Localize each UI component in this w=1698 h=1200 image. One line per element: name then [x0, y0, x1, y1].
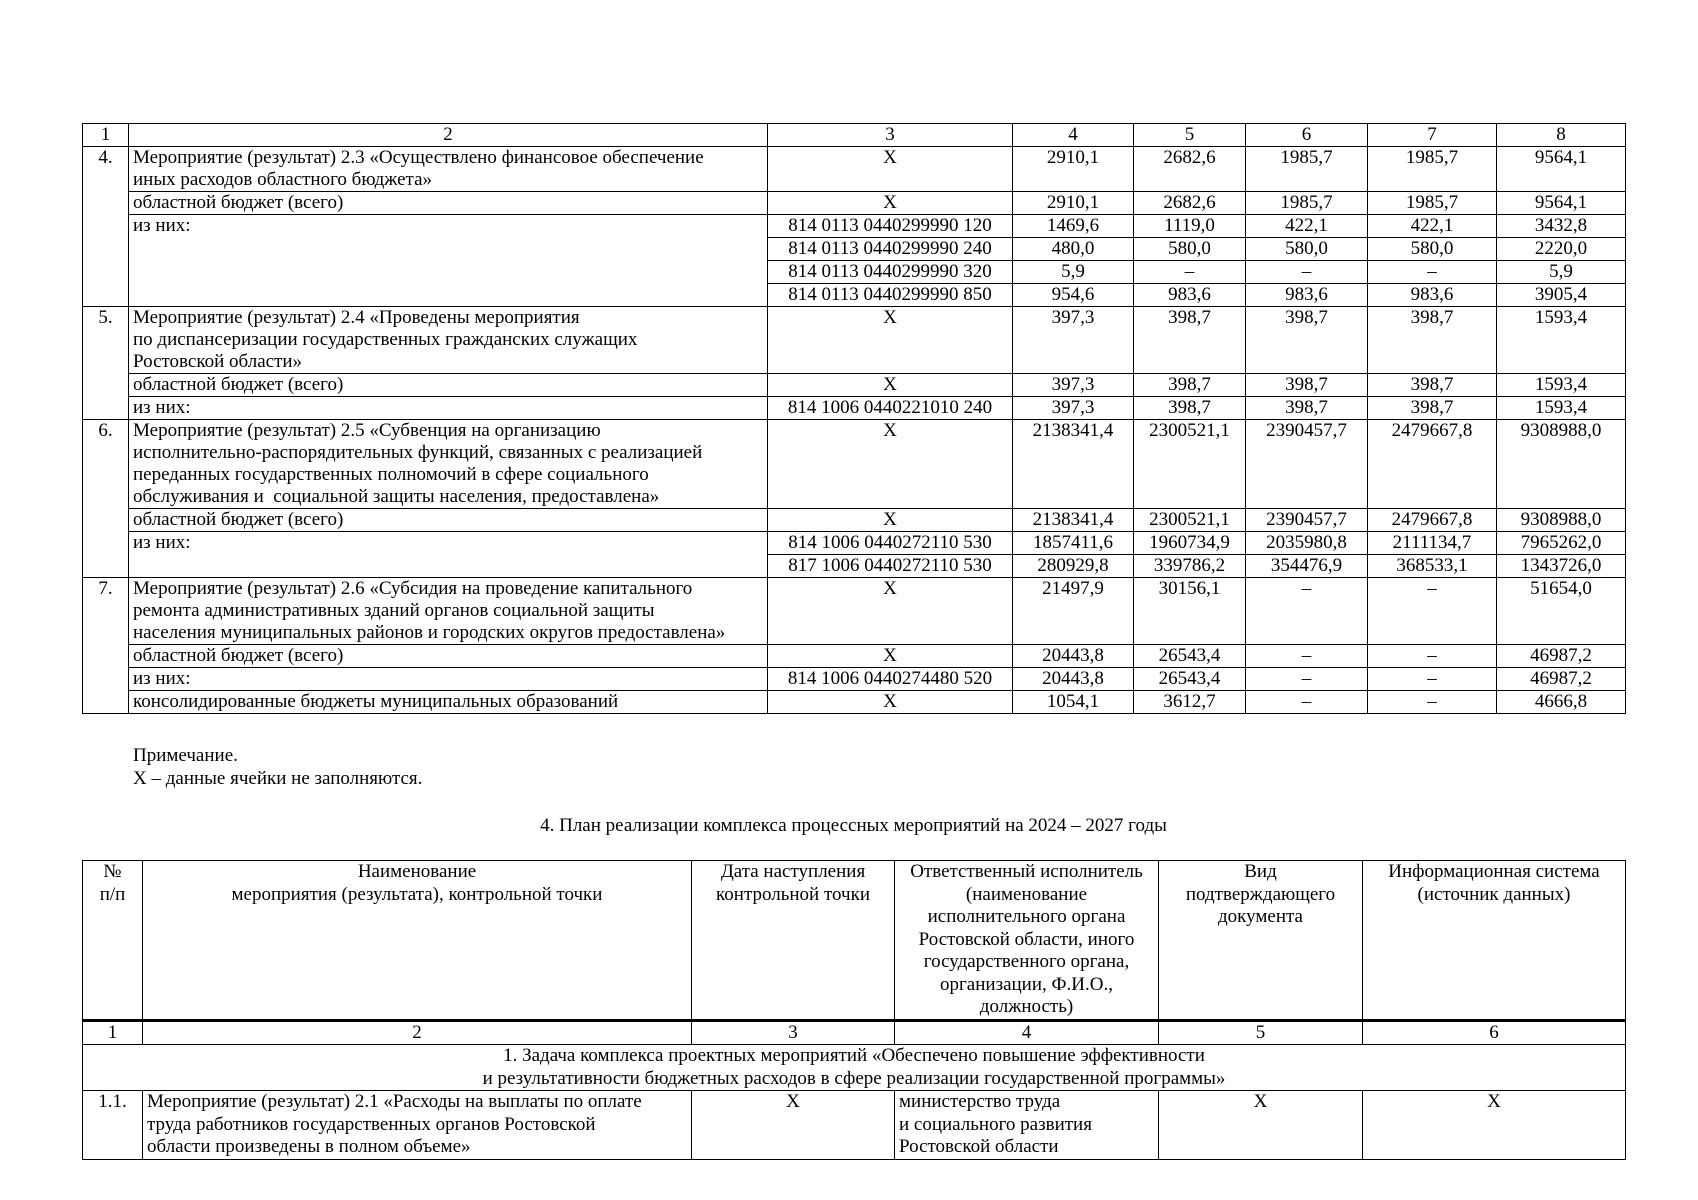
value-cell: 1054,1	[1013, 691, 1134, 714]
document-type: Х	[1159, 1091, 1363, 1160]
value-cell: 1985,7	[1246, 192, 1368, 215]
table-row	[83, 307, 1626, 374]
value-cell: 1469,6	[1013, 215, 1134, 238]
value-cell: 51654,0	[1497, 578, 1626, 645]
value-cell: 422,1	[1368, 215, 1497, 238]
budget-label: областной бюджет (всего)	[129, 645, 768, 668]
value-cell: 2300521,1	[1134, 420, 1246, 509]
budget-label: областной бюджет (всего)	[129, 374, 768, 397]
information-system: Х	[1363, 1091, 1626, 1160]
budget-code: Х	[768, 645, 1013, 668]
table-row	[83, 147, 1626, 192]
column-header: Ответственный исполнитель (наименование исполнительного органа Ростовской области, иного государственного органа, организации, Ф.И.О., должность)	[895, 861, 1159, 1021]
value-cell: 983,6	[1134, 284, 1246, 307]
value-cell: 1343726,0	[1497, 555, 1626, 578]
column-number: 7	[1368, 124, 1497, 147]
value-cell: –	[1368, 668, 1497, 691]
value-cell: 398,7	[1134, 374, 1246, 397]
value-cell: –	[1368, 261, 1497, 284]
column-header: № п/п	[83, 861, 143, 1021]
value-cell: 2910,1	[1013, 147, 1134, 192]
value-cell: 2138341,4	[1013, 509, 1134, 532]
value-cell: 397,3	[1013, 397, 1134, 420]
value-cell: 21497,9	[1013, 578, 1134, 645]
value-cell: 954,6	[1013, 284, 1134, 307]
value-cell: 398,7	[1368, 307, 1497, 374]
value-cell: 2479667,8	[1368, 420, 1497, 509]
of-which-label: из них:	[129, 668, 768, 691]
control-date: Х	[692, 1091, 895, 1160]
value-cell: –	[1134, 261, 1246, 284]
column-number: 2	[143, 1020, 692, 1045]
budget-code: Х	[768, 691, 1013, 714]
column-number: 4	[1013, 124, 1134, 147]
table-row	[83, 645, 1626, 668]
section-title: 4. План реализации комплекса процессных мероприятий на 2024 – 2027 годы	[540, 815, 1167, 836]
responsible-executor: министерство труда и социального развития Ростовской области	[895, 1091, 1159, 1160]
column-number: 2	[129, 124, 768, 147]
measure-title: Мероприятие (результат) 2.6 «Субсидия на проведение капитального ремонта административных зданий органов социальной защиты населения муниципальных районов и городских округов предоставлена»	[129, 578, 768, 645]
value-cell: –	[1246, 578, 1368, 645]
value-cell: 2390457,7	[1246, 509, 1368, 532]
budget-label: областной бюджет (всего)	[129, 509, 768, 532]
value-cell: –	[1246, 668, 1368, 691]
value-cell: 1857411,6	[1013, 532, 1134, 555]
table-row	[83, 578, 1626, 645]
value-cell: 398,7	[1368, 374, 1497, 397]
column-number: 5	[1159, 1020, 1363, 1045]
value-cell: 1985,7	[1368, 192, 1497, 215]
budget-code: Х	[768, 147, 1013, 192]
row-number: 1.1.	[83, 1091, 143, 1160]
value-cell: 2111134,7	[1368, 532, 1497, 555]
table-row	[83, 374, 1626, 397]
budget-code: 814 0113 0440299990 850	[768, 284, 1013, 307]
value-cell: 3432,8	[1497, 215, 1626, 238]
column-number: 3	[768, 124, 1013, 147]
budget-code: Х	[768, 420, 1013, 509]
value-cell: 398,7	[1134, 307, 1246, 374]
value-cell: 580,0	[1368, 238, 1497, 261]
value-cell: –	[1368, 578, 1497, 645]
budget-code: 814 1006 0440274480 520	[768, 668, 1013, 691]
column-header: Дата наступления контрольной точки	[692, 861, 895, 1021]
value-cell: 9564,1	[1497, 147, 1626, 192]
budget-code: 814 0113 0440299990 240	[768, 238, 1013, 261]
value-cell: 20443,8	[1013, 668, 1134, 691]
table-row	[83, 509, 1626, 532]
value-cell: 580,0	[1134, 238, 1246, 261]
task-title: 1. Задача комплекса проектных мероприятий «Обеспечено повышение эффективности и результативности бюджетных расходов в сфере реализации государственной программы»	[83, 1045, 1626, 1091]
plan-table	[82, 860, 1626, 1160]
column-number: 3	[692, 1020, 895, 1045]
column-number: 1	[83, 124, 129, 147]
budget-code: Х	[768, 374, 1013, 397]
budget-label: областной бюджет (всего)	[129, 192, 768, 215]
column-numbers-row	[83, 1020, 1626, 1045]
column-number: 1	[83, 1020, 143, 1045]
value-cell: 1593,4	[1497, 374, 1626, 397]
of-which-label: из них:	[129, 397, 768, 420]
table-row	[83, 668, 1626, 691]
measure-title: Мероприятие (результат) 2.5 «Субвенция на организацию исполнительно-распорядительных функций, связанных с реализацией переданных государственных полномочий в сфере социального обслуживания и социальной защиты населения, предоставлена»	[129, 420, 768, 509]
value-cell: 20443,8	[1013, 645, 1134, 668]
table-header-row	[83, 124, 1626, 147]
value-cell: 398,7	[1246, 307, 1368, 374]
value-cell: 2910,1	[1013, 192, 1134, 215]
note-block	[133, 744, 422, 790]
column-number: 6	[1246, 124, 1368, 147]
value-cell: 5,9	[1013, 261, 1134, 284]
value-cell: 46987,2	[1497, 645, 1626, 668]
value-cell: 422,1	[1246, 215, 1368, 238]
value-cell: 2479667,8	[1368, 509, 1497, 532]
value-cell: 398,7	[1134, 397, 1246, 420]
value-cell: 3905,4	[1497, 284, 1626, 307]
value-cell: 2035980,8	[1246, 532, 1368, 555]
budget-code: Х	[768, 307, 1013, 374]
value-cell: 2682,6	[1134, 192, 1246, 215]
value-cell: 983,6	[1246, 284, 1368, 307]
value-cell: 7965262,0	[1497, 532, 1626, 555]
budget-code: Х	[768, 509, 1013, 532]
value-cell: 1593,4	[1497, 397, 1626, 420]
value-cell: 339786,2	[1134, 555, 1246, 578]
column-header: Наименование мероприятия (результата), контрольной точки	[143, 861, 692, 1021]
table-row	[83, 1091, 1626, 1160]
value-cell: 9308988,0	[1497, 420, 1626, 509]
column-header: Вид подтверждающего документа	[1159, 861, 1363, 1021]
value-cell: 26543,4	[1134, 668, 1246, 691]
value-cell: 398,7	[1246, 374, 1368, 397]
table-row	[83, 397, 1626, 420]
row-number: 6.	[83, 420, 129, 578]
of-which-label: из них:	[129, 532, 768, 578]
value-cell: 580,0	[1246, 238, 1368, 261]
value-cell: 30156,1	[1134, 578, 1246, 645]
budget-code: Х	[768, 578, 1013, 645]
value-cell: 1593,4	[1497, 307, 1626, 374]
budget-code: 814 0113 0440299990 120	[768, 215, 1013, 238]
value-cell: –	[1246, 261, 1368, 284]
budget-table	[82, 123, 1626, 714]
value-cell: 1985,7	[1246, 147, 1368, 192]
column-number: 8	[1497, 124, 1626, 147]
table-row	[83, 192, 1626, 215]
column-number: 6	[1363, 1020, 1626, 1045]
value-cell: 3612,7	[1134, 691, 1246, 714]
value-cell: 46987,2	[1497, 668, 1626, 691]
column-header: Информационная система (источник данных)	[1363, 861, 1626, 1021]
row-number: 5.	[83, 307, 129, 420]
value-cell: –	[1368, 691, 1497, 714]
value-cell: 354476,9	[1246, 555, 1368, 578]
value-cell: 2300521,1	[1134, 509, 1246, 532]
value-cell: 4666,8	[1497, 691, 1626, 714]
measure-title: Мероприятие (результат) 2.4 «Проведены мероприятия по диспансеризации государственных гражданских служащих Ростовской области»	[129, 307, 768, 374]
value-cell: 398,7	[1368, 397, 1497, 420]
value-cell: 26543,4	[1134, 645, 1246, 668]
table-header-row	[83, 861, 1626, 1021]
value-cell: –	[1368, 645, 1497, 668]
measure-title: Мероприятие (результат) 2.1 «Расходы на выплаты по оплате труда работников государственных органов Ростовской области произведены в полном объеме»	[143, 1091, 692, 1160]
table-row	[83, 532, 1626, 555]
value-cell: 480,0	[1013, 238, 1134, 261]
value-cell: 1119,0	[1134, 215, 1246, 238]
column-number: 5	[1134, 124, 1246, 147]
value-cell: 368533,1	[1368, 555, 1497, 578]
value-cell: 1960734,9	[1134, 532, 1246, 555]
table-row	[83, 420, 1626, 509]
of-which-label: из них:	[129, 215, 768, 307]
column-number: 4	[895, 1020, 1159, 1045]
consolidated-label: консолидированные бюджеты муниципальных образований	[129, 691, 768, 714]
row-number: 4.	[83, 147, 129, 307]
value-cell: 983,6	[1368, 284, 1497, 307]
note-text: Х – данные ячейки не заполняются.	[133, 768, 423, 789]
value-cell: –	[1246, 645, 1368, 668]
table-row	[83, 691, 1626, 714]
value-cell: 397,3	[1013, 374, 1134, 397]
row-number: 7.	[83, 578, 129, 714]
task-row	[83, 1045, 1626, 1091]
measure-title: Мероприятие (результат) 2.3 «Осуществлено финансовое обеспечение иных расходов областного бюджета»	[129, 147, 768, 192]
value-cell: 2138341,4	[1013, 420, 1134, 509]
value-cell: 2220,0	[1497, 238, 1626, 261]
budget-code: Х	[768, 192, 1013, 215]
budget-code: 817 1006 0440272110 530	[768, 555, 1013, 578]
value-cell: 5,9	[1497, 261, 1626, 284]
value-cell: 1985,7	[1368, 147, 1497, 192]
budget-code: 814 0113 0440299990 320	[768, 261, 1013, 284]
value-cell: 9308988,0	[1497, 509, 1626, 532]
value-cell: 9564,1	[1497, 192, 1626, 215]
table-row	[83, 215, 1626, 238]
value-cell: –	[1246, 691, 1368, 714]
note-title: Примечание.	[133, 745, 238, 766]
value-cell: 397,3	[1013, 307, 1134, 374]
budget-code: 814 1006 0440221010 240	[768, 397, 1013, 420]
value-cell: 398,7	[1246, 397, 1368, 420]
value-cell: 280929,8	[1013, 555, 1134, 578]
budget-code: 814 1006 0440272110 530	[768, 532, 1013, 555]
value-cell: 2682,6	[1134, 147, 1246, 192]
value-cell: 2390457,7	[1246, 420, 1368, 509]
